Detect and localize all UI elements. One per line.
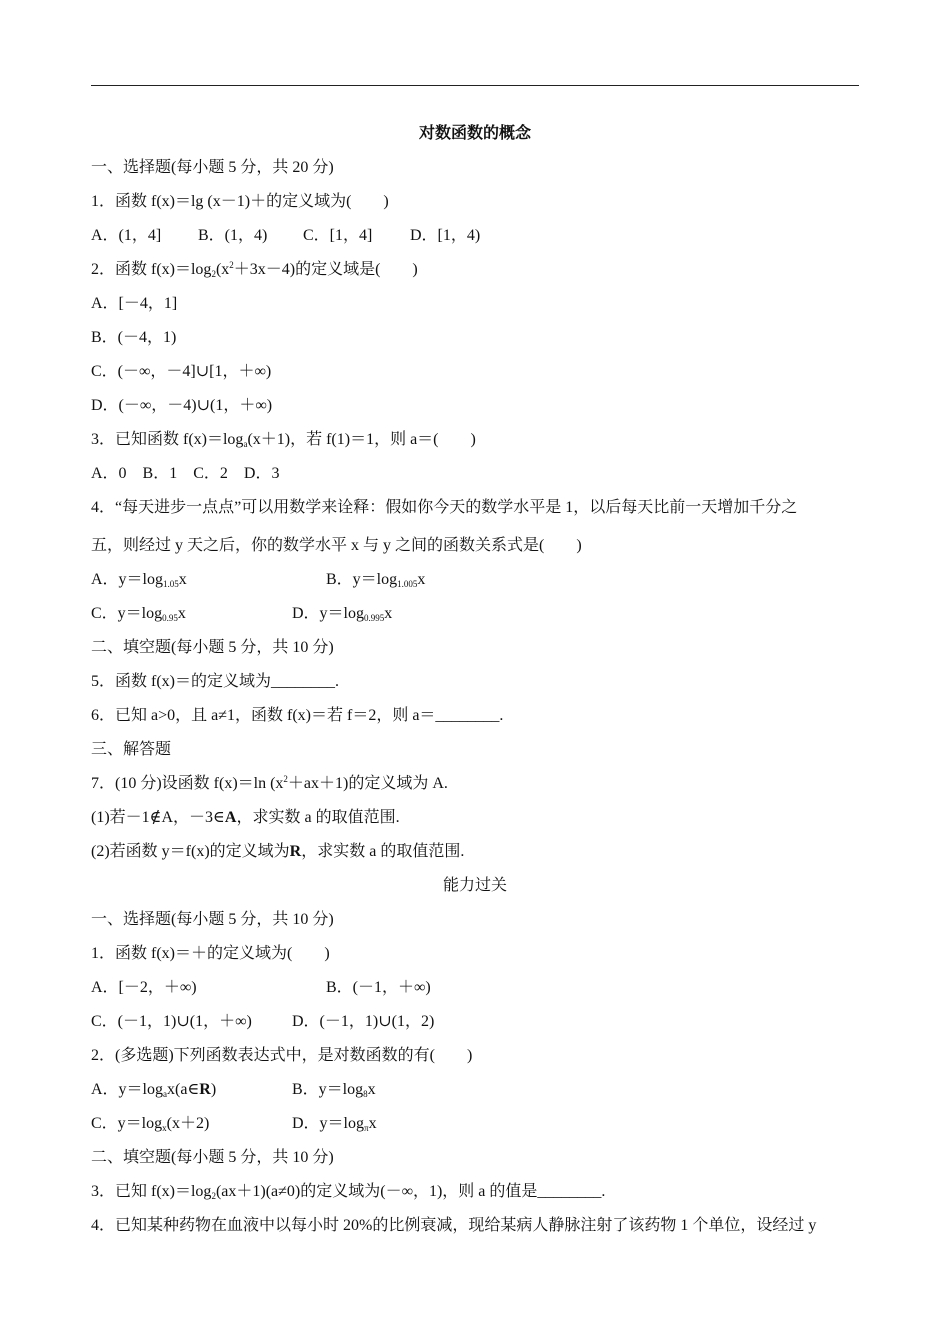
question-4-stem-line1: 4．“每天进步一点点”可以用数学来诠释：假如你今天的数学水平是 1，以后每天比前一天增加千分之 xyxy=(91,499,798,516)
question-7-part-1: (1)若－1∉A，－3∈A，求实数 a 的取值范围. xyxy=(91,809,400,826)
question-4-stem-line2: 五，则经过 y 天之后，你的数学水平 x 与 y 之间的函数关系式是( ) xyxy=(91,537,582,554)
q1-option-c: C．[1，4] xyxy=(303,227,373,244)
ability-question-2-stem: 2．(多选题)下列函数表达式中，是对数函数的有( ) xyxy=(91,1047,473,1064)
question-1-stem: 1．函数 f(x)＝lg (x－1)＋的定义域为( ) xyxy=(91,193,389,210)
q2-option-b: B．(－4，1) xyxy=(91,329,177,346)
aq1-option-b: B．(－1，＋∞) xyxy=(326,979,431,996)
q4-option-d: D．$y=\log_{0.995}x$ xyxy=(292,605,393,623)
q4-option-c: C．$y=\log_{0.95}x$ xyxy=(91,605,186,623)
header-rule xyxy=(91,85,859,86)
ability-question-1-stem: 1．函数 f(x)＝＋的定义域为( ) xyxy=(91,945,330,962)
q1-option-b: B．(1，4) xyxy=(198,227,268,244)
ability-question-4: 4．已知某种药物在血液中以每小时 20%的比例衰减，现给某病人静脉注射了该药物 1 个单位，设经过 y xyxy=(91,1217,817,1234)
section-heading: 一、选择题(每小题 5 分，共 20 分) xyxy=(91,159,334,176)
question-5: 5．函数 f(x)＝的定义域为________. xyxy=(91,673,339,690)
question-7-part-2: (2)若函数 y＝f(x)的定义域为R，求实数 a 的取值范围. xyxy=(91,843,465,860)
aq1-option-c: C．(－1，1)∪(1，＋∞) xyxy=(91,1013,252,1030)
aq2-option-c: C．$y=\log_x(x+2)$ xyxy=(91,1115,210,1133)
aq1-option-a: A．[－2，＋∞) xyxy=(91,979,197,996)
q4-option-a: A．$y=\log_{1.05}x$ xyxy=(91,571,187,589)
section-heading: 一、选择题(每小题 5 分，共 10 分) xyxy=(91,911,334,928)
question-7-stem: 7．(10 分)设函数 f(x)＝ln $(x^2+ax+1)$的定义域为 A. xyxy=(91,774,448,792)
aq1-option-d: D．(－1，1)∪(1，2) xyxy=(292,1013,435,1030)
q2-option-d: D．(－∞，－4)∪(1，＋∞) xyxy=(91,397,273,414)
section-heading: 二、填空题(每小题 5 分，共 10 分) xyxy=(91,1149,334,1166)
q1-option-a: A．(1，4] xyxy=(91,227,162,244)
section-heading: 二、填空题(每小题 5 分，共 10 分) xyxy=(91,639,334,656)
section-title: 能力过关 xyxy=(442,877,507,894)
ability-question-3: 3．已知 $f(x)=\log_2(ax+1)(a\ne 0)$的定义域为(－∞，1)，则 a 的值是________. xyxy=(91,1183,606,1201)
aq2-option-b: B．$y=\log_8x$ xyxy=(292,1081,376,1099)
q1-option-d: D．[1，4) xyxy=(410,227,481,244)
question-6: 6．已知 a>0，且 a≠1，函数 f(x)＝若 f＝2，则 a＝________. xyxy=(91,707,504,724)
page-title: 对数函数的概念 xyxy=(418,125,531,142)
question-2-stem: 2．函数 $f(x)=\log_2(x^2+3x-4)$的定义域是( ) xyxy=(91,260,418,279)
q2-option-a: A．[－4，1] xyxy=(91,295,178,312)
question-3-stem: 3．已知函数 $f(x)=\log_a(x+1)$，若 f(1)＝1，则 a＝( ) xyxy=(91,431,476,449)
aq2-option-a: A．$y=\log_ax(a\in R)$ xyxy=(91,1081,217,1099)
aq2-option-d: D．$y=\log_\pi x$ xyxy=(292,1115,377,1133)
q2-option-c: C．(－∞，－4]∪[1，＋∞) xyxy=(91,363,272,380)
q3-options: A．0 B．1 C．2 D．3 xyxy=(91,465,280,482)
q4-option-b: B．$y=\log_{1.005}x$ xyxy=(326,571,426,589)
section-heading: 三、解答题 xyxy=(91,741,172,758)
